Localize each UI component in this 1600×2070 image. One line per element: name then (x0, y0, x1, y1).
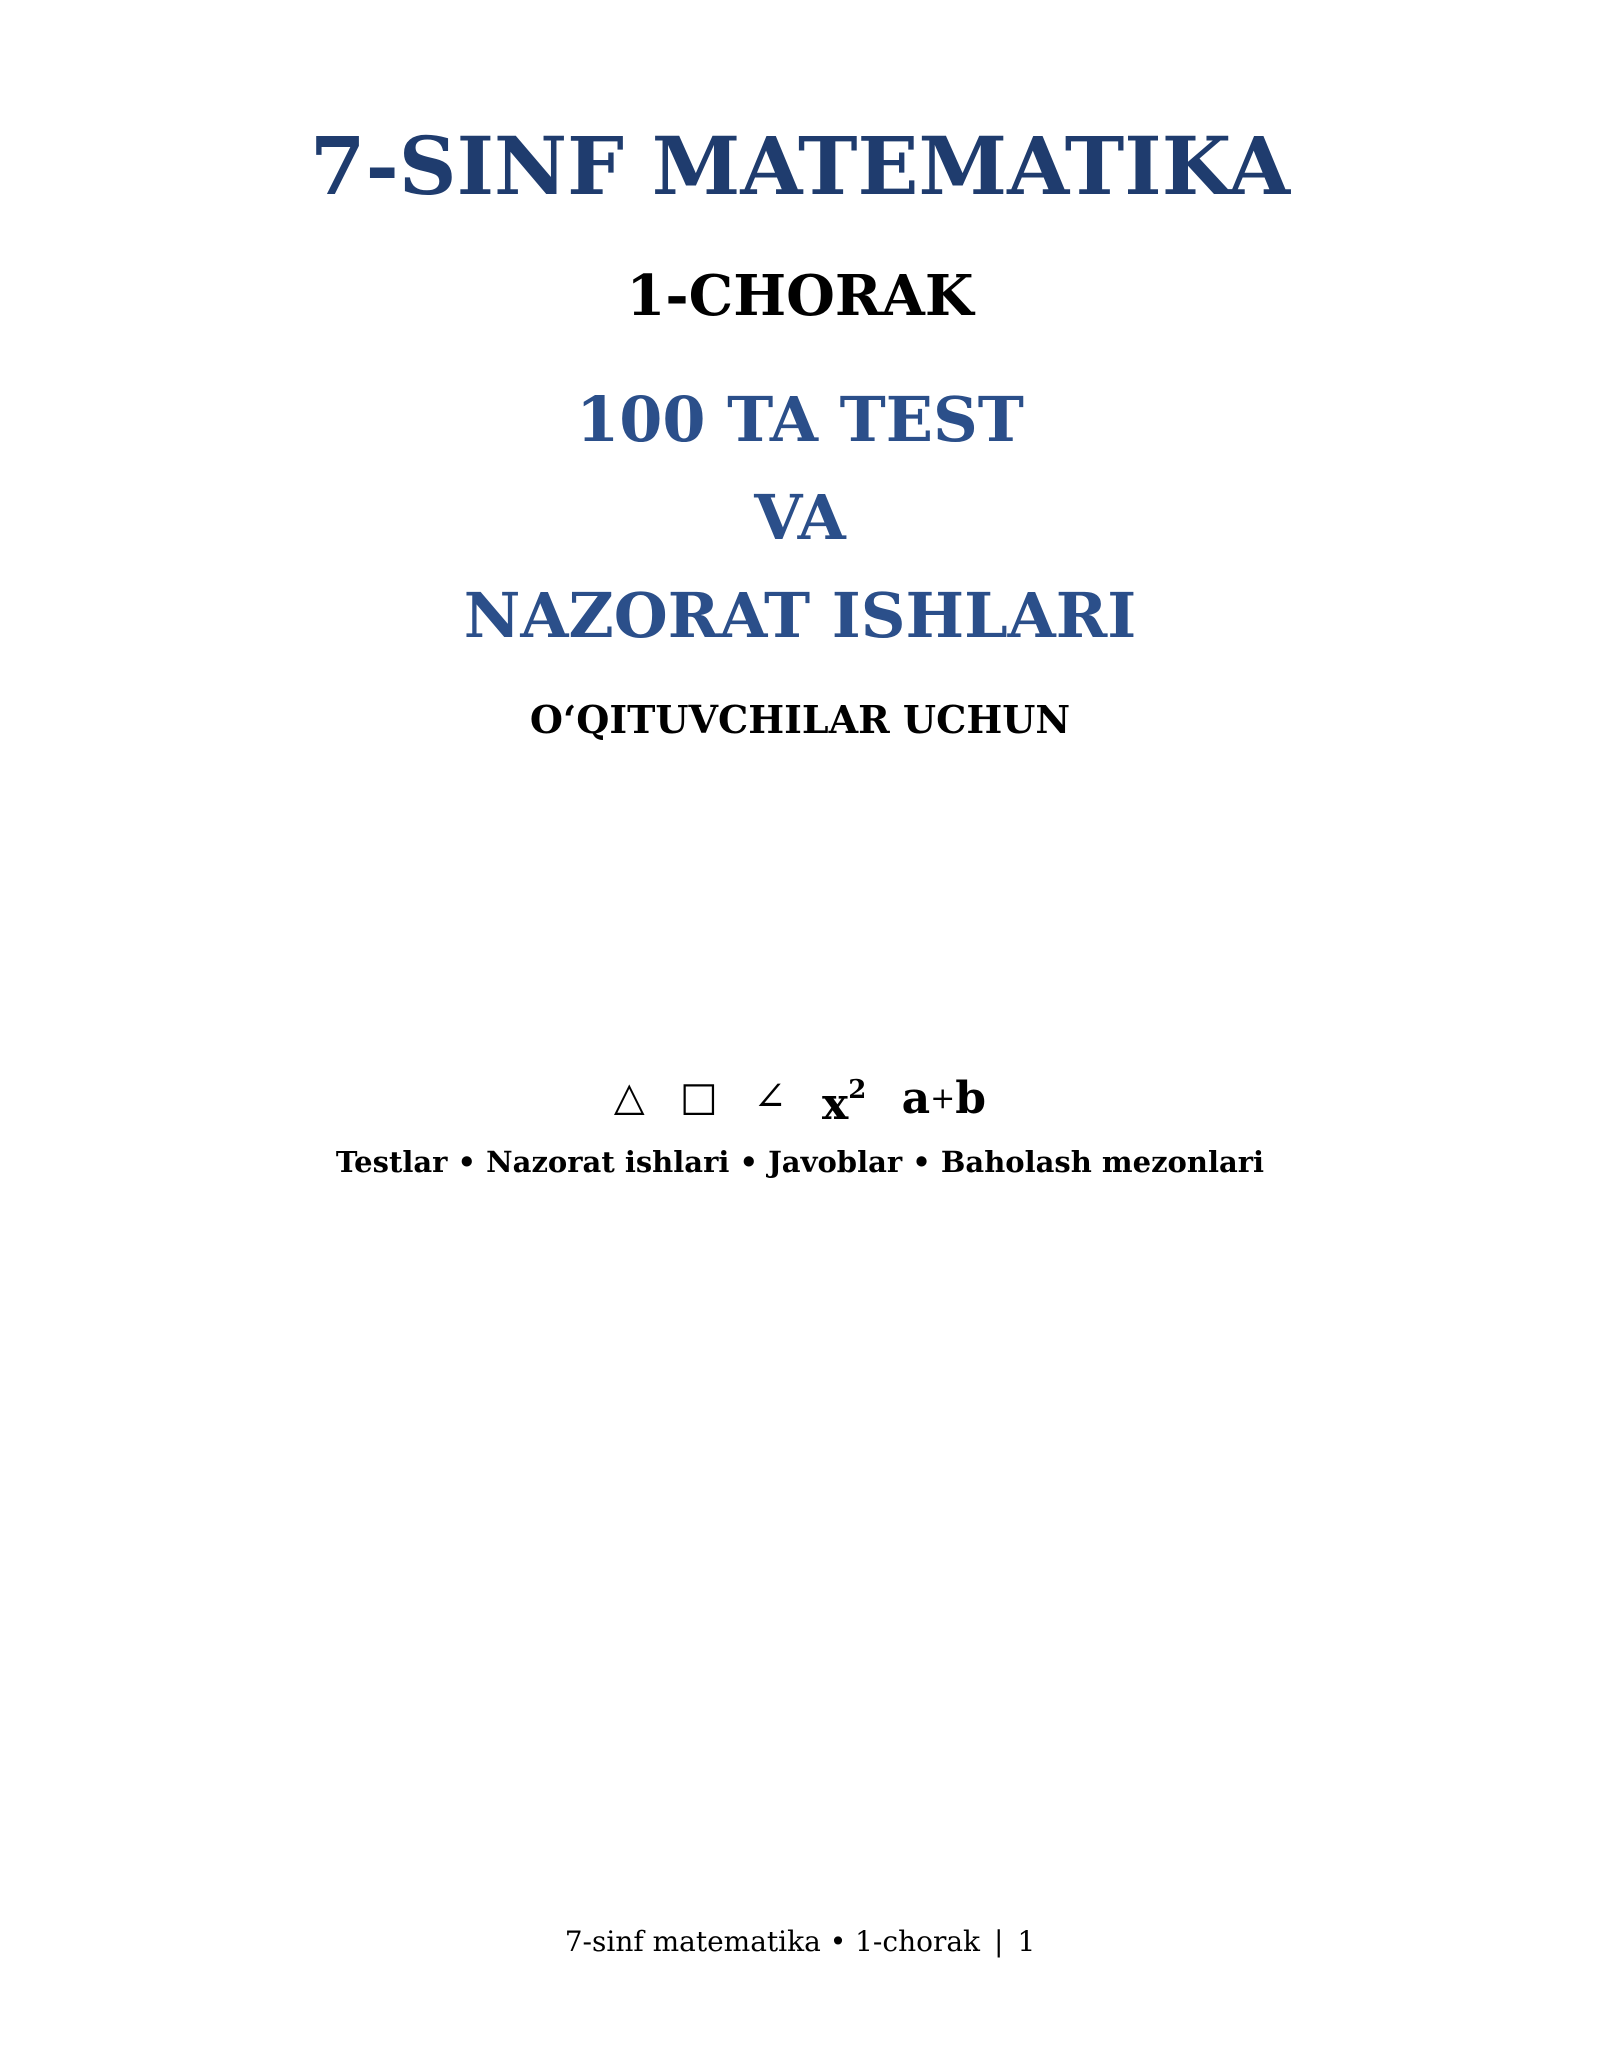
sum-right: b (955, 1072, 987, 1124)
angle-icon: ∠ (753, 1074, 787, 1121)
plus-sign: + (930, 1080, 956, 1116)
power-exponent: 2 (848, 1075, 867, 1105)
footer-text: 7-sinf matematika • 1-chorak (564, 1925, 981, 1958)
document-title: 7-SINF MATEMATIKA (309, 119, 1291, 213)
heading-line-control-works: NAZORAT ISHLARI (463, 579, 1137, 652)
math-symbols-row (0, 1062, 1600, 1133)
sum-expression (902, 1068, 986, 1127)
quarter-label: 1-CHORAK (626, 263, 974, 329)
contents-tagline: Testlar • Nazorat ishlari • Javoblar • Baholash mezonlari (335, 1145, 1265, 1179)
power-expression (822, 1062, 866, 1133)
sum-left: a (901, 1072, 931, 1124)
power-base: x (821, 1078, 849, 1130)
footer-separator: | (994, 1925, 1004, 1958)
page-footer (0, 1924, 1600, 1960)
audience-label: O‘QITUVCHILAR UCHUN (529, 697, 1071, 742)
heading-line-tests: 100 TA TEST (576, 383, 1024, 456)
heading-line-and: VA (754, 481, 846, 554)
triangle-icon: △ (613, 1074, 645, 1121)
page-number: 1 (1017, 1925, 1036, 1958)
square-icon: □ (680, 1074, 718, 1121)
